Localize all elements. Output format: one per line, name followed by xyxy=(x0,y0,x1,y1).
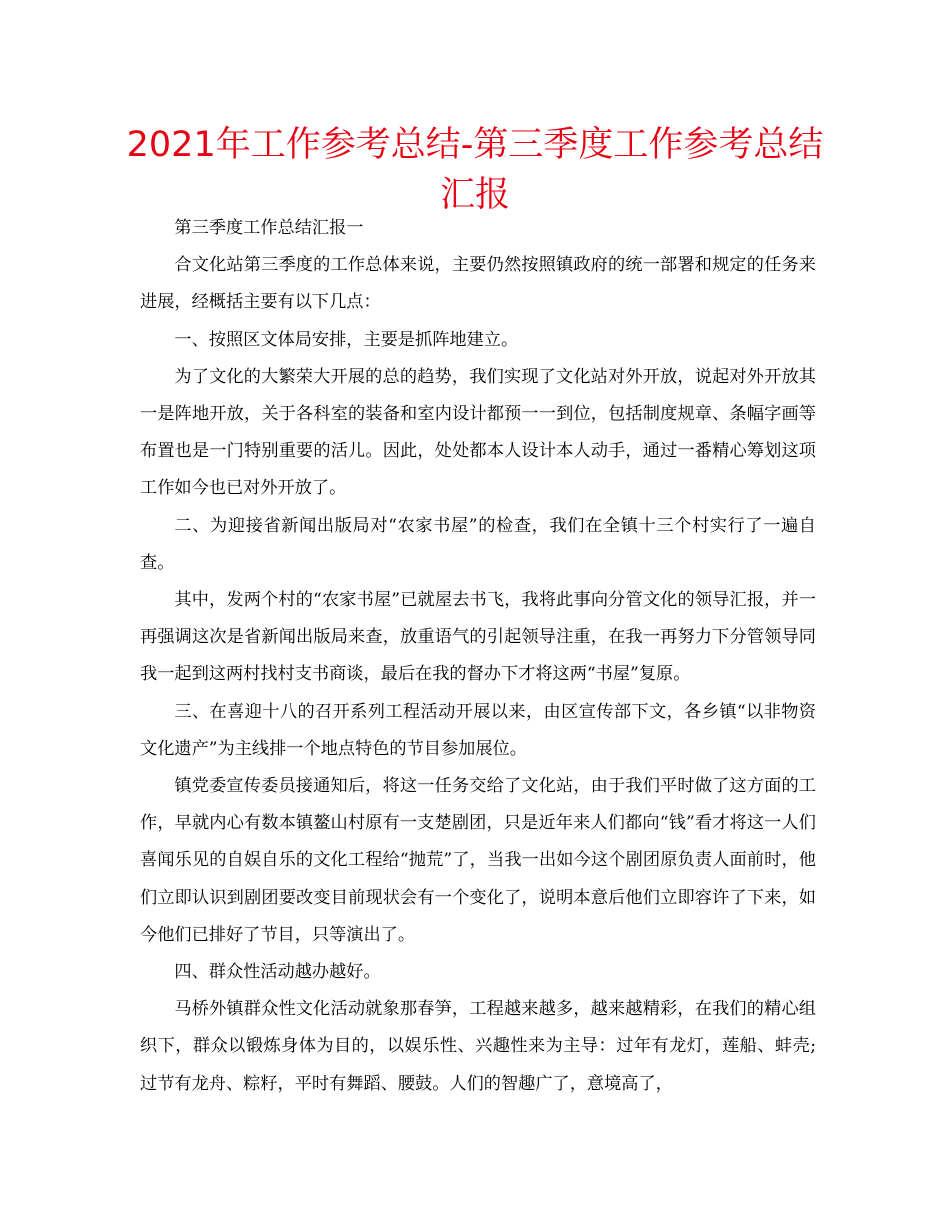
paragraph: 第三季度工作总结汇报一 xyxy=(174,218,364,238)
document-title: 2021年工作参考总结-第三季度工作参考总结汇报 xyxy=(126,125,824,215)
paragraph: 镇党委宣传委员接通知后，将这一任务交给了文化站，由于我们平时做了这方面的工作，早就内心有数本镇鳌山村原有一支楚剧团，只是近年来人们都向“钱”看才将这一人们喜闻乐见的自娱自乐的文化工程给“抛荒”了，当我一出如今这个剧团原负责人面前时，他们立即认识到剧团要改变目前现状会有一个变化了，说明本意后他们立即容许了下来，如今他们已排好了节目，只等演出了。 xyxy=(140,776,816,945)
paragraph: 合文化站第三季度的工作总体来说，主要仍然按照镇政府的统一部署和规定的任务来进展，经概括主要有以下几点： xyxy=(140,255,816,313)
paragraph: 四、群众性活动越办越好。 xyxy=(174,962,381,983)
paragraph: 二、为迎接省新闻出版局对“农家书屋”的检查，我们在全镇十三个村实行了一遍自查。 xyxy=(140,515,816,573)
paragraph: 为了文化的大繁荣大开展的总的趋势，我们实现了文化站对外开放，说起对外开放其一是阵地开放，关于各科室的装备和室内设计都预一一到位，包括制度规章、条幅字画等布置也是一门特别重要的活儿。因此，处处都本人设计本人动手，通过一番精心筹划这项工作如今也已对外开放了。 xyxy=(140,366,816,499)
paragraph: 马桥外镇群众性文化活动就象那春笋，工程越来越多，越来越精彩，在我们的精心组织下，群众以锻炼身体为目的，以娱乐性、兴趣性来为主导：过年有龙灯，莲船、蚌壳;过节有龙舟、粽籽，平时有舞蹈、腰鼓。人们的智趣广了，意境高了， xyxy=(140,999,816,1094)
paragraph: 三、在喜迎十八的召开系列工程活动开展以来，由区宣传部下文，各乡镇“以非物资文化遗产”为主线排一个地点特色的节目参加展位。 xyxy=(140,701,816,759)
paragraph: 其中，发两个村的“农家书屋”已就屋去书飞，我将此事向分管文化的领导汇报，并一再强调这次是省新闻出版局来查，放重语气的引起领导注重，在我一再努力下分管领导同我一起到这两村找村支书商谈，最后在我的督办下才将这两“书屋”复原。 xyxy=(140,590,816,685)
paragraph: 一、按照区文体局安排，主要是抓阵地建立。 xyxy=(174,329,519,350)
document-body xyxy=(140,210,816,1103)
